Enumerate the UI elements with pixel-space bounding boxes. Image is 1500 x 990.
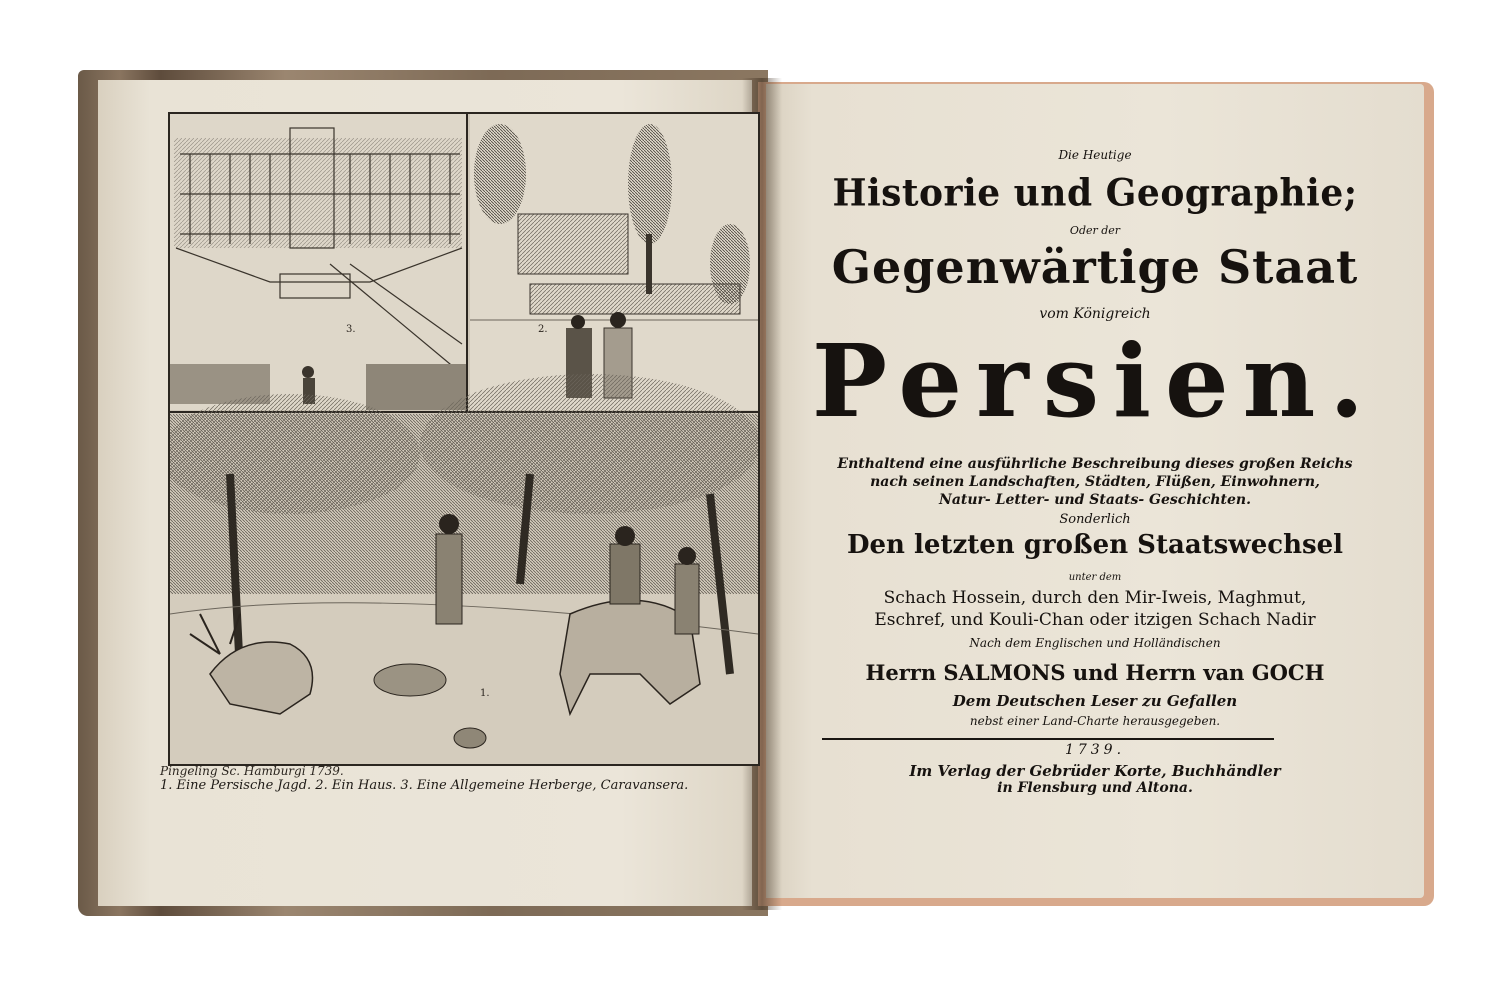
engraving-plate	[168, 112, 760, 766]
title-line-nach-dem-englischen: Nach dem Englischen und Holländischen	[969, 636, 1221, 650]
title-line-gegenwaertige-staat: Gegenwärtige Staat	[831, 240, 1359, 294]
title-line-staatswechsel: Den letzten großen Staatswechsel	[846, 530, 1344, 560]
title-line-eschref: Eschref, und Kouli-Chan oder itzigen Schach Nadir	[874, 610, 1316, 630]
title-line-unter-dem: unter dem	[1068, 572, 1122, 583]
plate-caption: 1. Eine Persische Jagd. 2. Ein Haus. 3. Eine Allgemeine Herberge, Caravansera.	[160, 778, 689, 793]
title-line-schach-hossein: Schach Hossein, durch den Mir-Iweis, Maghmut,	[883, 588, 1307, 608]
plate-label-1: 1.	[480, 688, 490, 699]
title-line-verlag: Im Verlag der Gebrüder Korte, Buchhändler	[909, 762, 1281, 780]
title-line-enthaltend: Enthaltend eine ausführliche Beschreibung dieses großen Reichs	[837, 456, 1353, 472]
title-line-salmons-goch: Herrn SALMONS und Herrn van GOCH	[865, 660, 1325, 685]
title-line-historie: Historie und Geographie;	[832, 170, 1358, 216]
panel-caravanserai	[170, 114, 466, 410]
title-rule	[822, 738, 1274, 740]
title-line-land-charte: nebst einer Land-Charte herausgegeben.	[969, 714, 1221, 728]
title-line-deutschen-leser: Dem Deutschen Leser zu Gefallen	[952, 692, 1238, 710]
title-year: 1739.	[1064, 742, 1126, 758]
title-line-nach-seinen: nach seinen Landschaften, Städten, Flüßen, Einwohnern,	[870, 474, 1320, 490]
title-line-natur: Natur- Letter- und Staats- Geschichten.	[939, 492, 1251, 508]
panel-persian-hunt	[170, 374, 758, 764]
title-line-vom-koenigreich: vom Königreich	[1039, 306, 1151, 322]
title-line-persien: Persien.	[811, 322, 1379, 440]
title-line-sonderlich: Sonderlich	[1059, 512, 1131, 527]
engraver-credit: Pingeling Sc. Hamburgi 1739.	[160, 764, 344, 778]
title-line-die-heutige: Die Heutige	[1058, 148, 1132, 162]
panel-house	[470, 114, 758, 410]
title-line-flensburg: in Flensburg und Altona.	[997, 780, 1193, 796]
engraving-illustration	[170, 114, 758, 764]
plate-label-2: 2.	[538, 324, 548, 335]
plate-label-3: 3.	[346, 324, 356, 335]
title-line-oder-der: Oder der	[1069, 224, 1121, 237]
